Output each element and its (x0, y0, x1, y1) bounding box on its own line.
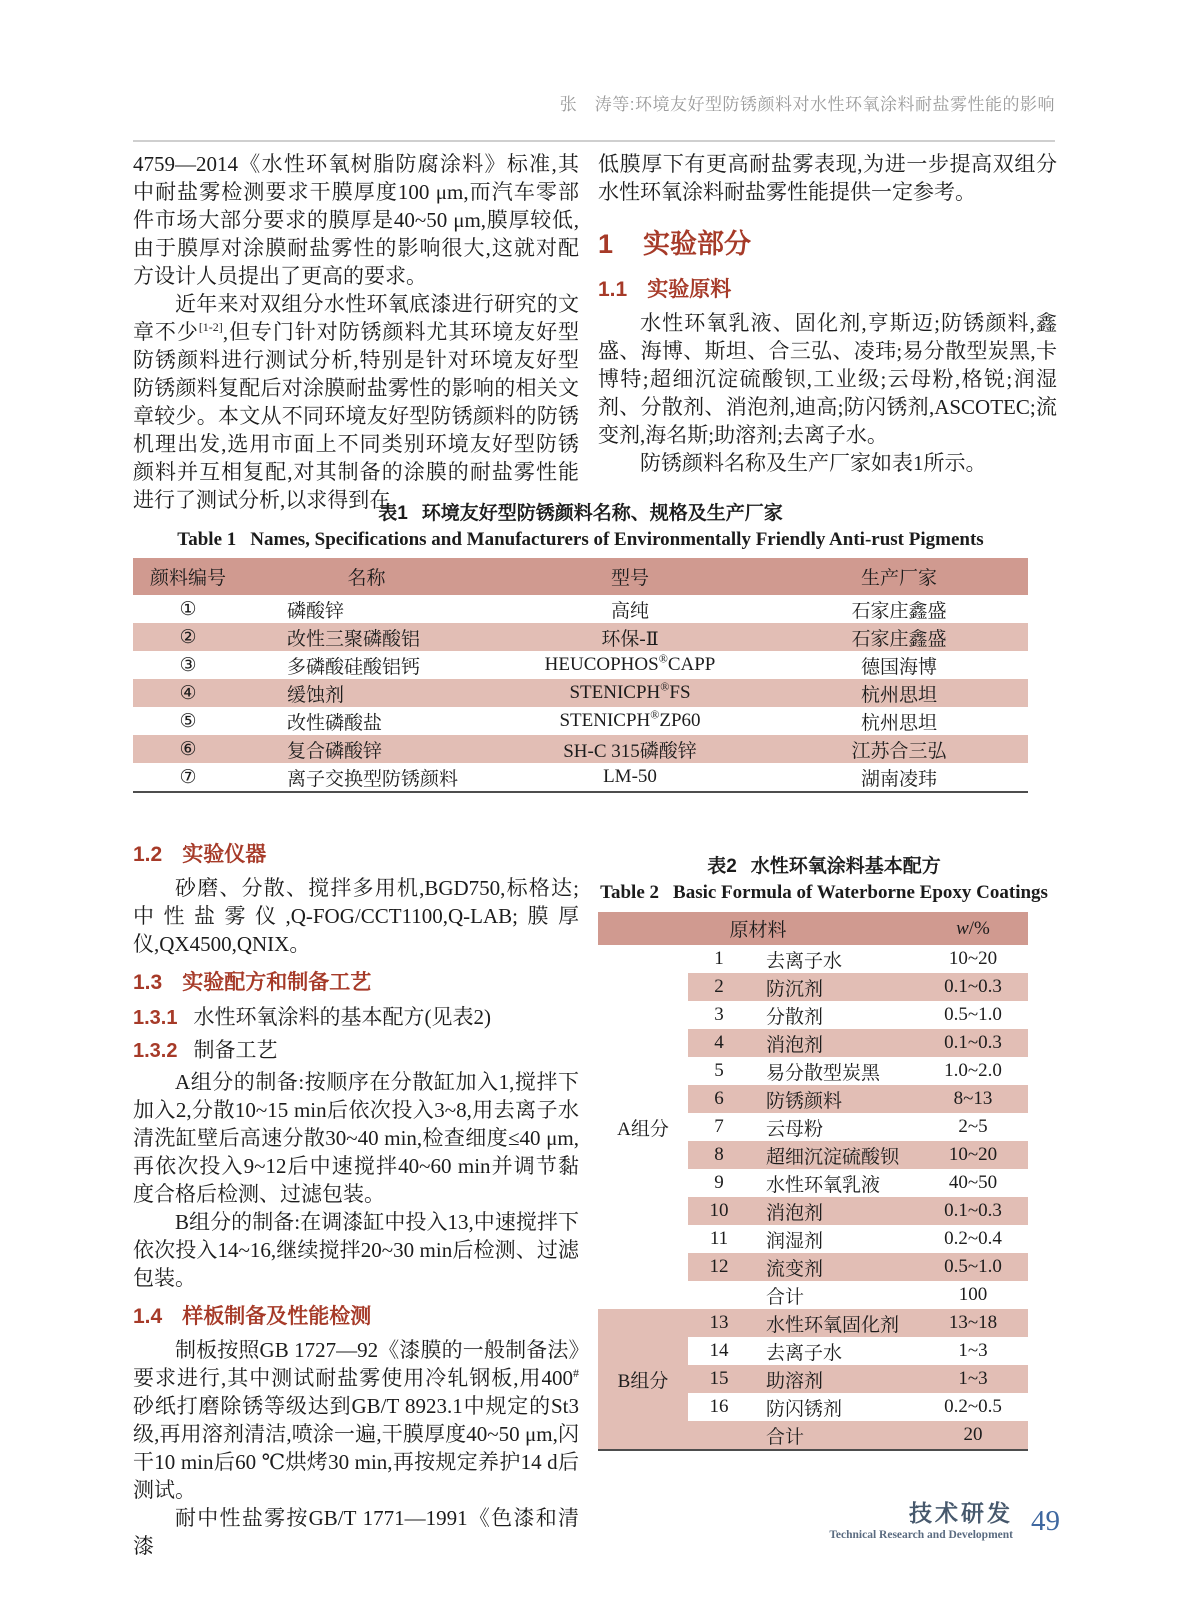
citation-marker: [1-2] (198, 320, 223, 334)
table2-cell: 0.5~1.0 (944, 1004, 1002, 1025)
table2-cell: 防闪锈剂 (766, 1398, 843, 1420)
table1-cell: 杭州思坦 (860, 712, 937, 734)
table1-row (133, 651, 1028, 679)
table2-cell (598, 1337, 688, 1365)
table1-cell: SH-C 315磷酸锌 (563, 740, 697, 762)
table2-cell: 8 (688, 1141, 750, 1169)
table2-cell: 4 (688, 1029, 750, 1057)
table2-cell: 2~5 (958, 1116, 988, 1137)
header-w-unit: /% (968, 917, 990, 939)
table1-cell: 环保-Ⅱ (601, 628, 659, 650)
right-column-upper (598, 150, 1057, 477)
table-label: Table 1 (177, 529, 237, 550)
paragraph: 耐中性盐雾按GB/T 1771—1991《色漆和清漆 (133, 1506, 579, 1558)
section-title: 实验配方和制备工艺 (182, 971, 372, 994)
table1-row (133, 763, 1028, 791)
table2-cell (598, 1001, 688, 1029)
section-number: 1.4 (133, 1305, 163, 1328)
table2-cell: 防锈颜料 (750, 1085, 918, 1113)
paragraph (133, 1336, 579, 1504)
paragraph-text: 近年来对双组分水性环氧底漆进行研究的文章不少 (133, 292, 579, 344)
table2-row (598, 1197, 1028, 1225)
table1-caption-cn (133, 500, 1028, 527)
table1-cell: HEUCOPHOS®CAPP (544, 651, 716, 675)
section-title: 实验部分 (643, 229, 752, 259)
table2-cell (598, 1197, 688, 1225)
section-title: 水性环氧涂料的基本配方(见表2) (193, 1005, 491, 1029)
paragraph: B组分的制备:在调漆缸中投入13,中速搅拌下依次投入14~16,继续搅拌20~30 min后检测、过滤包装。 (133, 1210, 579, 1290)
table2-cell (598, 1393, 688, 1421)
table2-row (598, 1057, 1028, 1085)
table2-row (598, 1365, 1028, 1393)
paragraph: 防锈颜料名称及生产厂家如表1所示。 (640, 451, 987, 475)
table1-row (133, 623, 1028, 651)
section-number: 1.3 (133, 971, 163, 994)
table1-cell: ③ (179, 654, 197, 676)
table2-cell (598, 973, 688, 1001)
table2-cell: 润湿剂 (766, 1230, 824, 1252)
table-title: Names, Specifications and Manufacturers of Environmentally Friendly Anti-rust Pigments (250, 529, 984, 550)
table2-row (598, 1309, 1028, 1337)
table2-cell: 去离子水 (766, 1342, 843, 1364)
table2-cell: 水性环氧乳液 (766, 1174, 881, 1196)
table2-cell (598, 1309, 688, 1337)
table2-cell: 13~18 (918, 1309, 1028, 1337)
table1-cell: 石家庄鑫盛 (851, 628, 947, 650)
table2-cell (598, 1253, 688, 1281)
table1-cell: ⑥ (179, 738, 197, 760)
table2-cell: 12 (688, 1253, 750, 1281)
table2-cell: 1 (714, 948, 724, 969)
table2-cell: 水性环氧固化剂 (750, 1309, 918, 1337)
table1-cell: 缓蚀剂 (287, 684, 345, 706)
table2-body (598, 945, 1028, 1449)
table1-cell: STENICPH®FS (569, 679, 691, 703)
section-title: 制备工艺 (193, 1038, 278, 1062)
table1-cell: 高纯 (610, 600, 649, 622)
table2-cell: 1~3 (958, 1340, 988, 1361)
section-number: 1.3.1 (133, 1007, 178, 1029)
table2-caption-en (598, 880, 1050, 906)
footer-label-cn: 技术研发 (909, 1500, 1013, 1526)
table2-row (598, 1421, 1028, 1449)
table2-cell: 易分散型炭黑 (766, 1062, 881, 1084)
table2-cell: 超细沉淀硫酸钡 (750, 1141, 918, 1169)
table2-row (598, 1253, 1028, 1281)
table1-cell: ⑤ (179, 710, 197, 732)
table2-cell: 1.0~2.0 (944, 1060, 1002, 1081)
paragraph: A组分的制备:按顺序在分散缸加入1,搅拌下加入2,分散10~15 min后依次投入3~8,用去离子水清洗缸壁后高速分散30~40 min,检查细度≤40 μm,再依次投入9~12后中速搅拌40~60 min并调节黏度合格后检测、过滤包装。 (133, 1070, 579, 1206)
paragraph: 4759—2014《水性环氧树脂防腐涂料》标准,其中耐盐雾检测要求干膜厚度100 μm,而汽车零部件市场大部分要求的膜厚是40~50 μm,膜厚较低,由于膜厚对涂膜耐盐雾性的影响很大,这就对配方设计人员提出了更高的要求。 (133, 152, 579, 288)
paragraph (133, 290, 579, 514)
table2-row (598, 1393, 1028, 1421)
paragraph: 水性环氧乳液、固化剂,亨斯迈;防锈颜料,鑫盛、海博、斯坦、合三弘、凌玮;易分散型炭黑,卡博特;超细沉淀硫酸钡,工业级;云母粉,格锐;润湿剂、分散剂、消泡剂,迪高;防闪锈剂,ASCOTEC;流变剂,海名斯;助溶剂;去离子水。 (598, 311, 1057, 447)
paragraph-text: ,但专门针对防锈颜料尤其环境友好型防锈颜料进行测试分析,特别是针对环境友好型防锈颜料复配后对涂膜耐盐雾性的影响的相关文章较少。本文从不同环境友好型防锈颜料的防锈机理出发,选用市面上不同类别环境友好型防锈颜料并互相复配,对其制备的涂膜的耐盐雾性能进行了测试分析,以求得到在 (133, 320, 580, 512)
table-label: 表1 (378, 503, 408, 524)
table1-row (133, 707, 1028, 735)
table1-caption-en (133, 527, 1028, 553)
table2-cell: 助溶剂 (750, 1365, 918, 1393)
paragraph: 砂磨、分散、搅拌多用机,BGD750,标格达;中性盐雾仪,Q-FOG/CCT1100,Q-LAB;膜厚仪,QX4500,QNIX。 (133, 876, 579, 956)
table1-cell: 德国海博 (860, 656, 937, 678)
table1-cell: 离子交换型防锈颜料 (287, 768, 459, 790)
table2-cell (598, 1281, 688, 1309)
table2-cell: 14 (709, 1340, 729, 1361)
table2-cell: 0.5~1.0 (918, 1253, 1028, 1281)
paragraph-text: 砂纸打磨除锈等级达到GB/T 8923.1中规定的St3级,再用溶剂清洁,喷涂一遍,干膜厚度40~50 μm,闪干10 min后60 ℃烘烤30 min,再按规定养护14 d后测试。 (133, 1394, 579, 1502)
table2-row (598, 1337, 1028, 1365)
table2-cell: 合计 (750, 1421, 918, 1449)
table2-cell: B组分 (598, 1365, 688, 1393)
table1-header-cell: 生产厂家 (860, 568, 937, 589)
table2-cell: 10 (688, 1197, 750, 1225)
table2-cell: 10~20 (948, 948, 998, 969)
table2-row (598, 1141, 1028, 1169)
table2-cell (598, 1141, 688, 1169)
table2-cell (598, 1421, 688, 1449)
table1-cell: STENICPH®ZP60 (559, 707, 701, 731)
section-heading-1-3 (133, 966, 579, 996)
right-column-lower (598, 853, 1050, 1451)
section-heading-1-4 (133, 1300, 579, 1330)
table2-row (598, 945, 1028, 973)
left-column-upper (133, 150, 579, 514)
table2-cell: 16 (709, 1396, 729, 1417)
table-label: Table 2 (600, 882, 660, 903)
table2-cell: 1~3 (918, 1365, 1028, 1393)
section-number: 1.1 (598, 278, 628, 301)
table2-cell: 9 (714, 1172, 724, 1193)
table2-cell: 20 (918, 1421, 1028, 1449)
table1-cell: ① (179, 598, 197, 620)
table2-row (598, 1085, 1028, 1113)
table2-row (598, 1001, 1028, 1029)
table1-cell: 改性三聚磷酸铝 (287, 628, 421, 650)
paragraph-text: 制板按照GB 1727—92《漆膜的一般制备法》要求进行,其中测试耐盐雾使用冷轧钢板,用400 (133, 1338, 579, 1390)
table1-block (133, 500, 1028, 793)
table1-row (133, 679, 1028, 707)
table2-cell: 8~13 (918, 1085, 1028, 1113)
table2-cell (598, 1085, 688, 1113)
page-number: 49 (1031, 1505, 1060, 1537)
table2-cell (598, 945, 688, 973)
table2-cell (598, 1057, 688, 1085)
table2-row (598, 973, 1028, 1001)
table2-cell: 合计 (766, 1286, 805, 1308)
table2-cell: 3 (714, 1004, 724, 1025)
table2-cell: 0.2~0.5 (944, 1396, 1002, 1417)
table2-row (598, 1029, 1028, 1057)
table2-cell: 13 (688, 1309, 750, 1337)
table1 (133, 558, 1028, 793)
superscript: # (573, 1366, 579, 1380)
table2-header-row (598, 912, 1028, 945)
table1-cell: ② (179, 626, 197, 648)
table2-cell: 防沉剂 (750, 973, 918, 1001)
table2-row (598, 1169, 1028, 1197)
table1-cell: 磷酸锌 (287, 600, 345, 622)
table2-cell: 0.1~0.3 (918, 973, 1028, 1001)
table2-cell (598, 1169, 688, 1197)
table2 (598, 912, 1028, 1451)
table1-cell: 江苏合三弘 (851, 740, 947, 762)
section-title: 样板制备及性能检测 (182, 1305, 372, 1328)
table2-cell: 消泡剂 (750, 1029, 918, 1057)
footer-section-label (829, 1501, 1013, 1541)
table2-header-material: 原材料 (729, 920, 787, 941)
table2-cell: 流变剂 (750, 1253, 918, 1281)
table2-caption-cn (598, 853, 1050, 880)
table2-cell: 11 (709, 1228, 729, 1249)
section-heading-1-3-1 (133, 1002, 579, 1033)
section-heading-1-1 (598, 273, 1057, 303)
table2-header-w (918, 918, 1028, 940)
header-w-symbol: w (956, 917, 969, 939)
table1-body (133, 595, 1028, 791)
table2-cell (598, 1225, 688, 1253)
table-label: 表2 (707, 856, 737, 877)
paragraph: 低膜厚下有更高耐盐雾表现,为进一步提高双组分水性环氧涂料耐盐雾性能提供一定参考。 (598, 152, 1057, 204)
table2-cell: 5 (714, 1060, 724, 1081)
table-title: 环境友好型防锈颜料名称、规格及生产厂家 (421, 503, 783, 524)
table1-cell: 石家庄鑫盛 (851, 600, 947, 622)
section-heading-1 (598, 222, 1057, 261)
section-heading-1-2 (133, 838, 579, 868)
table2-cell: 0.1~0.3 (918, 1029, 1028, 1057)
table1-header-cell: 颜料编号 (149, 568, 226, 589)
section-number: 1 (598, 229, 614, 259)
left-column-lower (133, 830, 579, 1560)
table1-cell: ④ (179, 682, 197, 704)
table1-cell: 改性磷酸盐 (287, 712, 383, 734)
table2-cell (688, 1281, 750, 1309)
table2-row (598, 1281, 1028, 1309)
section-title: 实验仪器 (182, 843, 267, 866)
table2-cell: A组分 (617, 1118, 669, 1140)
table2-cell (598, 1029, 688, 1057)
table2-cell: 云母粉 (766, 1118, 824, 1140)
table2-cell: 2 (688, 973, 750, 1001)
table1-header-row (133, 558, 1028, 595)
table2-row (598, 1225, 1028, 1253)
table2-cell: 去离子水 (766, 950, 843, 972)
table2-cell: 0.2~0.4 (944, 1228, 1002, 1249)
table2-cell: 消泡剂 (750, 1197, 918, 1225)
table2-cell: 100 (958, 1284, 988, 1305)
table1-row (133, 595, 1028, 623)
table2-cell: 分散剂 (766, 1006, 824, 1028)
table2-cell: 7 (714, 1116, 724, 1137)
table1-header-cell: 型号 (610, 568, 649, 589)
table1-cell: 杭州思坦 (860, 684, 937, 706)
table2-cell: 10~20 (918, 1141, 1028, 1169)
header-rule (133, 140, 1055, 142)
table-title: Basic Formula of Waterborne Epoxy Coatings (673, 882, 1048, 903)
table1-cell: ⑦ (179, 766, 197, 788)
table-title: 水性环氧涂料基本配方 (750, 856, 941, 877)
table1-cell: 复合磷酸锌 (287, 740, 383, 762)
table2-cell: 15 (688, 1365, 750, 1393)
page-footer (829, 1498, 1060, 1544)
section-number: 1.3.2 (133, 1040, 178, 1062)
table1-cell: 多磷酸硅酸铝钙 (287, 656, 421, 678)
table1-cell: LM-50 (603, 766, 657, 787)
section-heading-1-3-2 (133, 1035, 579, 1066)
footer-label-en: Technical Research and Development (829, 1529, 1013, 1541)
table2-cell: 40~50 (948, 1172, 998, 1193)
section-number: 1.2 (133, 843, 163, 866)
table1-header-cell: 名称 (347, 568, 386, 589)
table2-row (598, 1113, 1028, 1141)
table1-row (133, 735, 1028, 763)
table2-cell (688, 1421, 750, 1449)
running-head: 张 涛等:环境友好型防锈颜料对水性环氧涂料耐盐雾性能的影响 (559, 95, 1055, 114)
table2-cell: 6 (688, 1085, 750, 1113)
table2-cell: 0.1~0.3 (918, 1197, 1028, 1225)
section-title: 实验原料 (647, 278, 732, 301)
table1-cell: 湖南凌玮 (860, 768, 937, 790)
